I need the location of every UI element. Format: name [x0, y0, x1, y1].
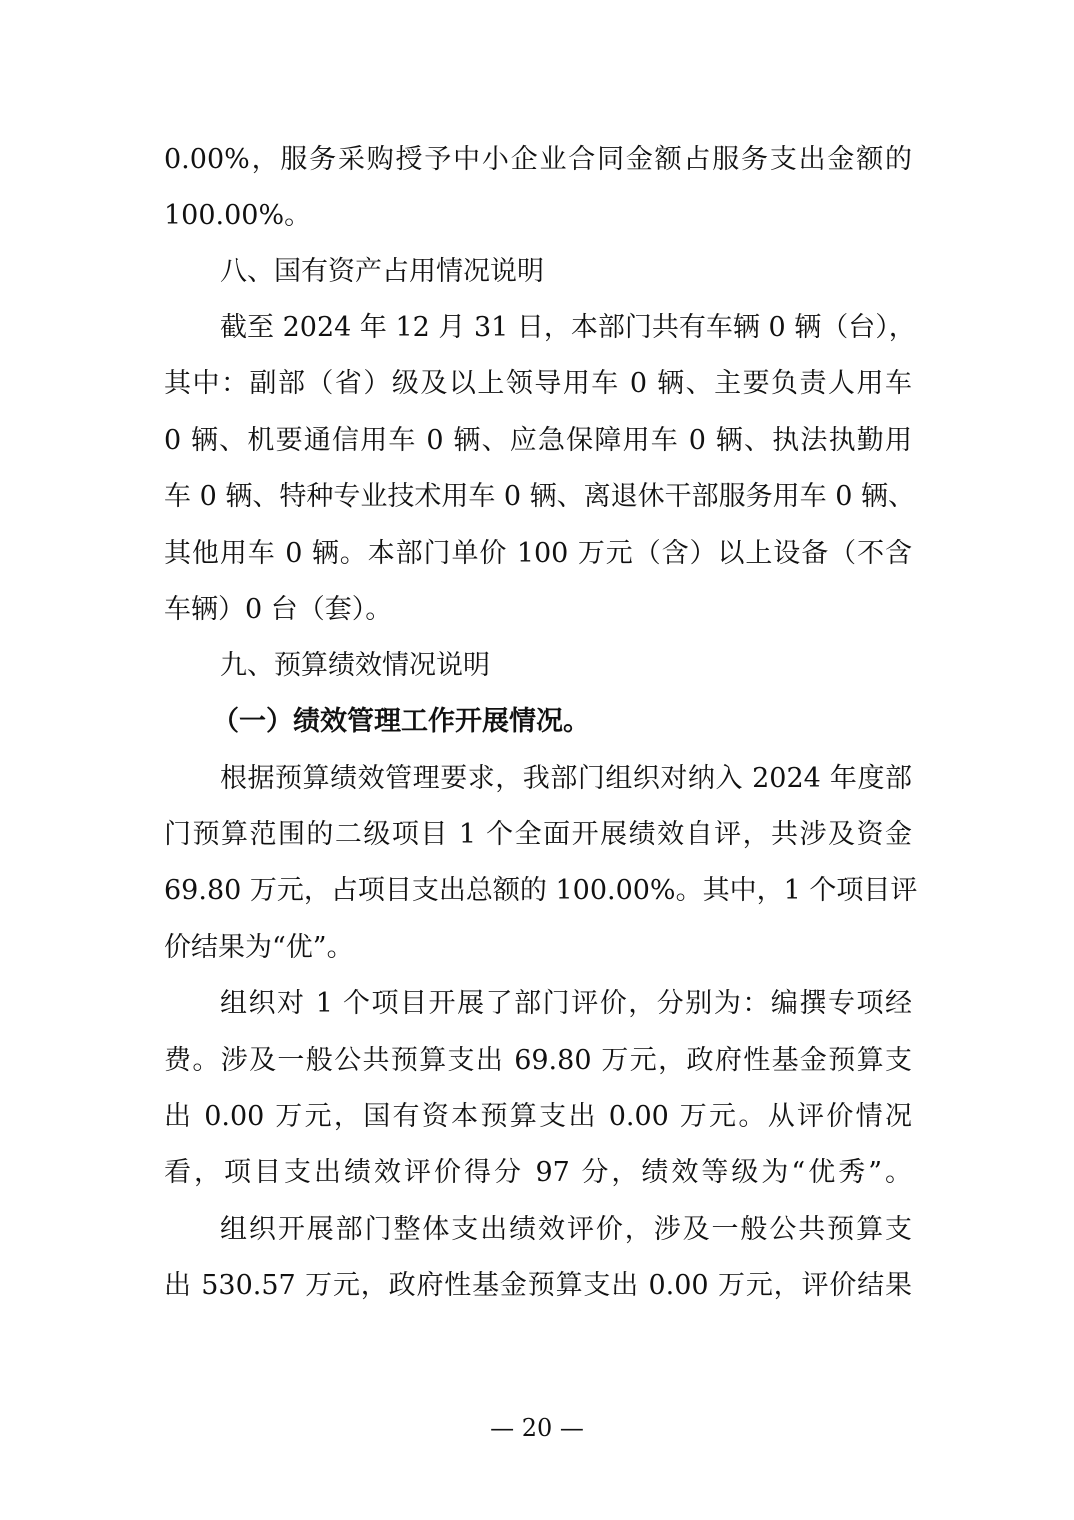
body-text-line: 其中：副部（省）级及以上领导用车 0 辆、主要负责人用车 — [164, 368, 912, 399]
body-text-line: 费。涉及一般公共预算支出 69.80 万元，政府性基金预算支 — [164, 1045, 912, 1076]
subsection-heading: （一）绩效管理工作开展情况。 — [212, 706, 590, 737]
section-heading: 九、预算绩效情况说明 — [220, 650, 490, 681]
body-text-line: 看，项目支出绩效评价得分 97 分，绩效等级为“优秀”。 — [164, 1157, 912, 1188]
body-text-line: 其他用车 0 辆。本部门单价 100 万元（含）以上设备（不含 — [164, 538, 912, 569]
body-text-line: 组织对 1 个项目开展了部门评价，分别为：编撰专项经 — [220, 988, 912, 1019]
body-text-line: 截至 2024 年 12 月 31 日，本部门共有车辆 0 辆（台）， — [220, 312, 916, 343]
page-number: — 20 — — [490, 1414, 584, 1442]
body-text-line: 出 0.00 万元，国有资本预算支出 0.00 万元。从评价情况 — [164, 1101, 912, 1132]
body-text-line: 100.00%。 — [164, 200, 312, 231]
body-text-line: 组织开展部门整体支出绩效评价，涉及一般公共预算支 — [220, 1214, 912, 1245]
body-text-line: 门预算范围的二级项目 1 个全面开展绩效自评，共涉及资金 — [164, 819, 912, 850]
body-text-line: 0.00%，服务采购授予中小企业合同金额占服务支出金额的 — [164, 144, 912, 175]
body-text-line: 车辆）0 台（套）。 — [164, 594, 393, 625]
body-text-line: 0 辆、机要通信用车 0 辆、应急保障用车 0 辆、执法执勤用 — [164, 425, 912, 456]
body-text-line: 车 0 辆、特种专业技术用车 0 辆、离退休干部服务用车 0 辆、 — [164, 481, 916, 512]
body-text-line: 69.80 万元，占项目支出总额的 100.00%。其中，1 个项目评 — [164, 875, 918, 906]
section-heading: 八、国有资产占用情况说明 — [220, 256, 544, 287]
body-text-line: 价结果为“优”。 — [164, 932, 354, 963]
body-text-line: 出 530.57 万元，政府性基金预算支出 0.00 万元，评价结果 — [164, 1270, 912, 1301]
body-text-line: 根据预算绩效管理要求，我部门组织对纳入 2024 年度部 — [220, 763, 912, 794]
